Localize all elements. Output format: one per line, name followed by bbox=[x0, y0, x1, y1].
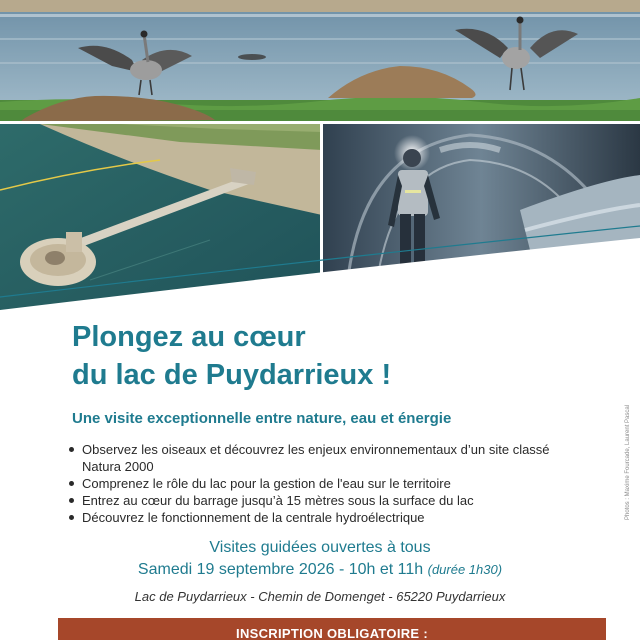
subtitle: Une visite exceptionnelle entre nature, eau et énergie bbox=[72, 410, 452, 427]
list-item: Observez les oiseaux et découvrez les enjeux environnementaux d’un site classé Natura 2000 bbox=[68, 441, 588, 475]
list-item: Entrez au cœur du barrage jusqu’à 15 mètres sous la surface du lac bbox=[68, 492, 588, 509]
photo-credit: Photos : Maxime Fourcade, Laurent Pascal bbox=[625, 404, 631, 520]
page-title bbox=[72, 318, 391, 394]
title-line-2-text: du lac de Puydarrieux ! bbox=[72, 359, 392, 391]
visits-date-text: Samedi 19 septembre 2026 - 10h et 11h bbox=[137, 561, 424, 578]
list-item: Comprenez le rôle du lac pour la gestion de l'eau sur le territoire bbox=[68, 475, 588, 492]
visits-date bbox=[0, 561, 640, 579]
visits-heading: Visites guidées ouvertes à tous bbox=[209, 539, 431, 556]
title-line-2 bbox=[72, 356, 391, 394]
title-line-1-text: Plongez au cœur bbox=[72, 321, 306, 353]
visits-duration: (durée 1h30) bbox=[427, 562, 503, 577]
address: Lac de Puydarrieux - Chemin de Domenget - 65220 Puydarrieux bbox=[134, 589, 506, 604]
title-line-1 bbox=[72, 318, 391, 356]
registration-banner: INSCRIPTION OBLIGATOIRE : bbox=[58, 618, 606, 640]
list-item: Découvrez le fonctionnement de la centrale hydroélectrique bbox=[68, 509, 588, 526]
bullet-list bbox=[68, 441, 588, 526]
